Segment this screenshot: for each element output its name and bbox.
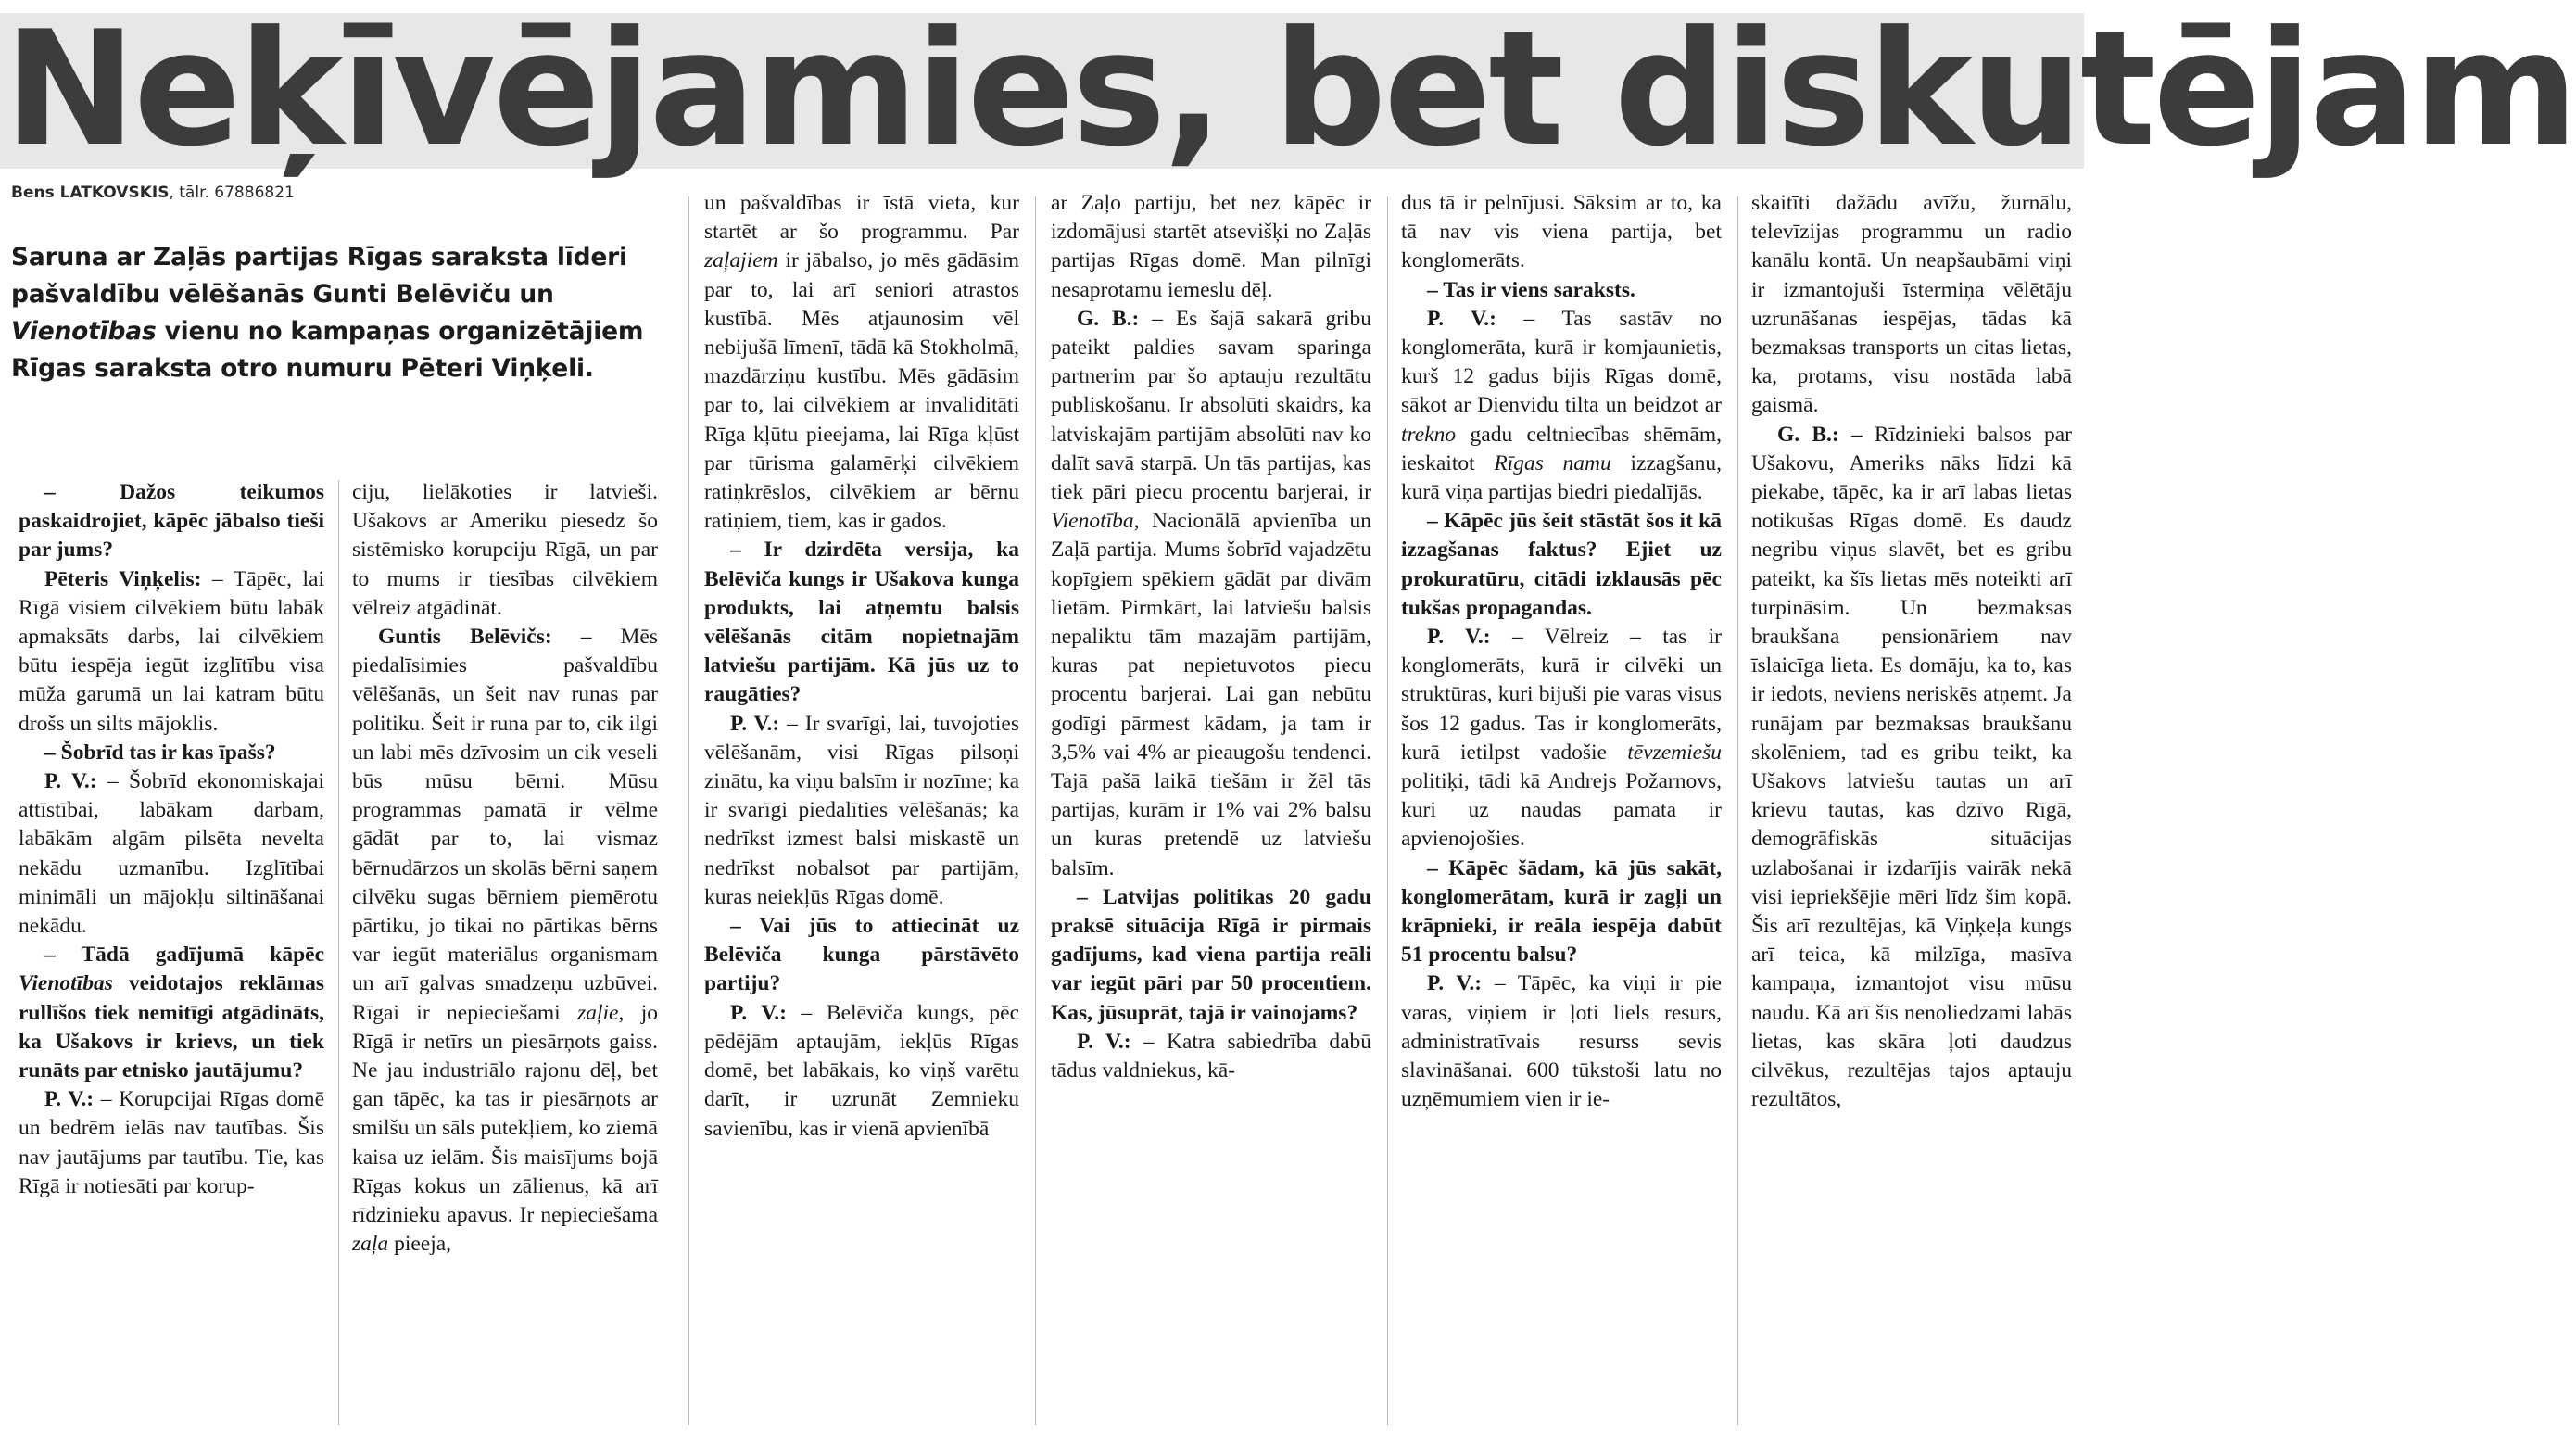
answer: P. V.: – Ir svarīgi, lai, tuvojoties vēlēšanām, visi Rīgas pilsoņi zinātu, ka viņu balsīm ir nozīme; ka ir svarīgi piedalīties vēlēšanās; ka nedrīkst izmest balsi miskastē un nedrīkst nobalsot par partijām, kuras neiekļūs Rīgas domē. [704,711,1019,909]
speaker-label: P. V.: [1427,306,1496,331]
speaker-label: G. B.: [1777,422,1839,447]
column-2 [352,478,658,1259]
paragraph: skaitīti dažādu avīžu, žurnālu, televīzijas programmu un radio kanālu kontā. Un neapšaubāmi viņi ir izmantojuši īstermiņa vēlētāju uzrunāšanas iespējas, tādas kā bezmaksas transports un citas lietas, ka, protams, visu nostāda labā gaismā. [1751,191,2072,418]
column-divider [1387,196,1388,1425]
answer: P. V.: – Katra sabiedrība dabū tādus valdniekus, kā- [1051,1029,1371,1083]
question: – Tādā gadījumā kāpēc Vienotības veidotajos reklāmas rullīšos tiek nemitīgi atgādināts, ka Ušakovs ir krievs, un tiek runāts par etnisko jautājumu? [19,943,324,1083]
speaker-label: P. V.: [730,1000,787,1025]
column-divider [1737,196,1738,1425]
column-5 [1401,189,1722,1115]
speaker-label: P. V.: [1077,1029,1131,1054]
speaker-label: G. B.: [1077,306,1140,331]
lead-line: pašvaldību vēlēšanās Gunti Belēviču un [11,280,554,309]
lead-paragraph [11,239,660,387]
question: – Ir dzirdēta versija, ka Belēviča kungs ir Ušakova kunga produkts, lai atņemtu balsis vēlēšanās citām nopietnajām latviešu partijām. Kā jūs uz to raugāties? [704,538,1019,707]
column-3 [704,189,1019,1144]
question: – Vai jūs to attiecināt uz Belēviča kunga pārstāvēto partiju? [704,914,1019,996]
question: – Kāpēc jūs šeit stāstāt šos it kā izzagšanas faktus? Ejiet uz prokuratūru, citādi izklausās pēc tukšas propagandas. [1401,509,1722,620]
byline-author: Bens LATKOVSKIS [11,184,170,202]
question: – Šobrīd tas ir kas īpašs? [44,740,276,765]
lead-emphasis: Vienotības [11,317,157,346]
lead-line: Rīgas saraksta otro numuru Pēteri Viņķeli. [11,354,594,383]
paragraph: ar Zaļo partiju, bet nez kāpēc ir izdomājusi startēt atsevišķi no Zaļās partijas Rīgas domē. Man pilnīgi nesaprotamu iemeslu dēļ. [1051,191,1371,302]
column-divider [688,196,689,1425]
answer: G. B.: – Rīdzinieki balsos par Ušakovu, Ameriks nāks līdzi kā piekabe, tāpēc, ka ir arī labas lietas notikušas Rīgas domē. Es daudz negribu viņus slavēt, bet es gribu pateikt, ka šīs lietas mēs noteikti arī turpināsim. Un bezmaksas braukšana pensionāriem nav īslaicīga lieta. Es domāju, ka to, kas ir iedots, neviens neriskēs atņemt. Ja runājam par bezmaksas braukšanu skolēniem, tad es gribu teikt, ka Ušakovs latviešu tautas un arī krievu tautas, kas dzīvo Rīgā, demogrāfiskās situācijas uzlabošanai ir izdarījis vairāk nekā visi iepriekšējie mēri līdz šim kopā. Šis arī rezultējas, kā Viņķeļa kungs arī teica, kā milzīga, masīva kampaņa, izmantojot visu mūsu naudu. Kā arī šīs nenoliedzami labās lietas, kas skāra ļoti daudzus cilvēkus, rezultējas tajos aptauju rezultātos, [1751,422,2072,1112]
speaker-label: Pēteris Viņķelis: [44,566,202,591]
question: – Kāpēc šādam, kā jūs sakāt, konglomerātam, kurā ir zagļi un krāpnieki, ir reāla iespēja dabūt 51 procentu balsu? [1401,855,1722,968]
column-divider [338,480,339,1425]
speaker-label: Guntis Belēvičs: [378,625,552,650]
speaker-label: P. V.: [1427,971,1483,996]
answer: P. V.: – Korupcijai Rīgas domē un bedrēm ielās nav tautības. Šis nav jautājums par tautību. Tie, kas Rīgā ir notiesāti par korup- [19,1087,325,1198]
byline-phone: , tālr. 67886821 [169,184,295,202]
question: – Dažos teikumos paskaidrojiet, kāpēc jābalso tieši par jums? [19,480,324,563]
paragraph: un pašvaldības ir īstā vieta, kur startēt ar šo programmu. Par zaļajiem ir jābalso, jo mēs gādāsim par to, lai arī seniori atrastos kustībā. Mēs atjaunosim vēl nebijušā līmenī, tādā kā Stokholmā, mazdārziņu kustību. Mēs gādāsim par to, lai cilvēkiem ar invaliditāti Rīga kļūtu pieejama, lai Rīga kļūst par tūrisma galamērķi cilvēkiem ratiņkrēslos, cilvēkiem ar bērnu ratiņiem, tiem, kas ir gados. [704,191,1019,534]
question: – Latvijas politikas 20 gadu praksē situācija Rīgā ir pirmais gadījums, kad viena partija reāli var iegūt pāri par 50 procentiem. Kas, jūsuprāt, tajā ir vainojams? [1051,884,1371,1025]
answer: Pēteris Viņķelis: – Tāpēc, lai Rīgā visiem cilvēkiem būtu labāk apmaksāts darbs, lai cilvēkiem būtu iespēja iegūt izglītību visa mūža garumā un lai katram būtu drošs un silts mājoklis. [19,566,324,736]
column-divider [1035,196,1036,1425]
lead-line: Vienotības vienu no kampaņas organizētājiem [11,317,644,346]
answer: P. V.: – Belēviča kungs, pēc pēdējām aptaujām, iekļūs Rīgas domē, bet labākais, ko viņš varētu darīt, ir uzrunāt Zemnieku savienību, kas ir vienā apvienībā [704,1000,1019,1141]
paragraph: dus tā ir pelnījusi. Sāksim ar to, ka tā nav vis viena partija, bet konglomerāts. [1401,191,1722,273]
speaker-label: P. V.: [730,711,780,736]
headline-band [0,0,2576,182]
answer: P. V.: – Vēlreiz – tas ir konglomerāts, kurā ir cilvēki un struktūras, kuri bijuši pie varas visus šos 12 gadus. Tas ir konglomerāts, kurā ietilpst vadošie tēvzemiešu politiķi, tādi kā Andrejs Požarnovs, kuri uz naudas pamata ir apvienojošies. [1401,625,1723,852]
answer: P. V.: – Šobrīd ekonomiskajai attīstībai, labākam darbam, labākām algām pilsēta nevelta nekādu uzmanību. Izglītībai minimāli un mājokļu siltināšanai nekādu. [19,769,325,939]
byline [11,184,295,202]
column-1 [19,478,324,1201]
column-4 [1051,189,1371,1085]
headline: Neķīvējamies, bet diskutējam [4,0,2576,182]
speaker-label: P. V.: [44,769,97,794]
column-6 [1751,189,2072,1115]
answer: P. V.: – Tas sastāv no konglomerāta, kurā ir komjaunietis, kurš 12 gadus bijis Rīgas domē, sākot ar Dienvidu tilta un beidzot ar trekno gadu celtniecības shēmām, ieskaitot Rīgas namu izzagšanu, kurā viņa partijas biedri piedalījās. [1401,306,1723,505]
question: – Tas ir viens saraksts. [1427,277,1635,302]
paragraph: ciju, lielākoties ir latvieši. Ušakovs ar Ameriku piesedz šo sistēmisko korupciju Rīgā, un par to mums ir tiesības cilvēkiem vēlreiz atgādināt. [352,480,658,620]
answer: G. B.: – Es šajā sakarā gribu pateikt paldies savam sparinga partnerim par šo aptauju rezultātu publiskošanu. Ir absolūti skaidrs, ka latviskajām partijām absolūti nav ko dalīt savā starpā. Un tās partijas, kas tiek pāri piecu procentu barjerai, ir Vienotība, Nacionālā apvienība un Zaļā partija. Mums šobrīd vajadzētu kopīgiem spēkiem gādāt par divām lietām. Pirmkārt, lai latviešu balsis nepaliktu tām mazajām partijām, kuras pat nepietuvotos piecu procentu barjerai. Lai gan nebūtu godīgi pārmest kādam, ja tam ir 3,5% vai 4% ar pieaugošu tendenci. Tajā pašā laikā tiešām ir žēl tās partijas, kurām ir 1% vai 2% balsu un kuras pretendē uz latviešu balsīm. [1051,306,1371,880]
answer: Guntis Belēvičs: – Mēs piedalīsimies pašvaldību vēlēšanās, un šeit nav runas par politiku. Šeit ir runa par to, cik ilgi un labi mēs dzīvosim un cik veseli būs mūsu bērni. Mūsu programmas pamatā ir vēlme gādāt par to, lai vismaz bērnudārzos un skolās bērni saņem cilvēku sugas bērniem piemērotu pārtiku, jo tikai no pārtikas bērns var iegūt materiālus organismam un arī galvas smadzeņu uzbūvei. Rīgai ir nepieciešami zaļie, jo Rīgā ir netīrs un piesārņots gaiss. Ne jau industriālo rajonu dēļ, bet gan tāpēc, ka tas ir piesārņots ar smilšu un sāls putekļiem, ko ziemā kaisa uz ielām. Šis maisījums bojā Rīgas kokus un zālienus, kā arī rīdzinieku apavus. Ir nepieciešama zaļa pieeja, [352,625,659,1257]
answer: P. V.: – Tāpēc, ka viņi ir pie varas, viņiem ir ļoti liels resurs, administratīvais resurss sevis slavināšanai. 600 tūkstoši latu no uzņēmumiem vien ir ie- [1401,971,1723,1112]
speaker-label: P. V.: [44,1087,95,1112]
speaker-label: P. V.: [1427,625,1491,650]
lead-line: Saruna ar Zaļās partijas Rīgas saraksta līderi [11,243,627,272]
